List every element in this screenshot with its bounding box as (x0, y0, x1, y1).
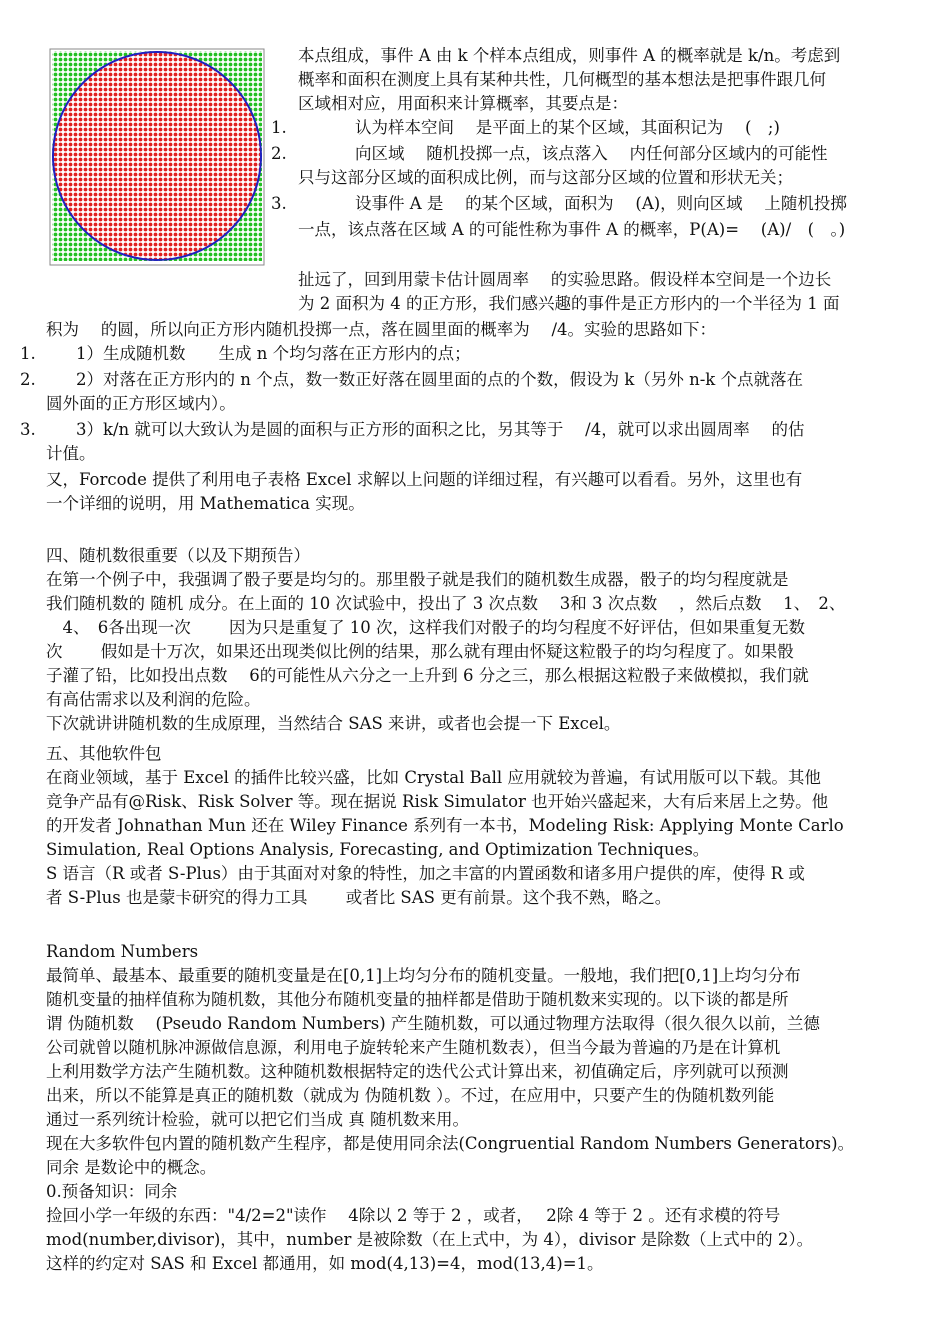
section-5-line: 竞争产品有@Risk、Risk Solver 等。现在据说 Risk Simulator 也开始兴盛起来，大有后来居上之势。他 (46, 792, 829, 811)
experiment-paragraph (298, 268, 839, 316)
experiment-full-line (46, 318, 716, 342)
section-5-line: 的开发者 Johnathan Mun 还在 Wiley Finance 系列有一本书，Modeling Risk: Applying Monte Carlo (46, 816, 844, 835)
random-numbers-line: 公司就曾以随机脉冲源做信息源，利用电子旋转轮来产生随机数表），但当今最为普遍的乃是在计算机 (46, 1038, 781, 1057)
random-numbers-line: 上利用数学方法产生随机数。这种随机数根据特定的迭代公式计算出来，初值确定后，序列就可以预测 (46, 1062, 789, 1081)
point-3-cont-line: 一点，该点落在区域 A 的可能性称为事件 A 的概率，P(A)= (A)/ ( 。) (298, 220, 846, 239)
point-2-continuation (298, 166, 793, 190)
step-line: 圆外面的正方形区域内）。 (46, 394, 236, 413)
point-1-line: 认为样本空间 是平面上的某个区域，其面积记为 ( ;) (355, 118, 780, 137)
experiment-line: 为 2 面积为 4 的正方形，我们感兴趣的事件是正方形内的一个半径为 1 面 (298, 294, 840, 313)
intro-line: 区域相对应，用面积来计算概率，其要点是： (298, 94, 628, 113)
step-2-continuation (46, 392, 236, 416)
step-line: 1）生成随机数 生成 n 个均匀落在正方形内的点； (76, 344, 471, 363)
section-5-line: S 语言（R 或者 S-Plus）由于其面对对象的特性，加之丰富的内置函数和诸多用户提供的库，使得 R 或 (46, 864, 805, 883)
random-numbers-title: Random Numbers (46, 942, 199, 961)
section-4-line: 我们随机数的 随机 成分。在上面的 10 次试验中，投出了 3 次点数 3和 3 次点数 ，然后点数 1、 2、 (46, 594, 846, 613)
point-2-number: 2. (271, 144, 287, 163)
random-numbers-line: 随机变量的抽样值称为随机数，其他分布随机变量的抽样都是借助于随机数来实现的。以下谈的都是所 (46, 990, 789, 1009)
intro-line: 概率和面积在测度上具有某种共性，几何概型的基本想法是把事件跟几何 (298, 70, 826, 89)
monte-carlo-figure (48, 47, 266, 267)
step-1-number: 1. (20, 344, 36, 363)
random-numbers-line: 最简单、最基本、最重要的随机变量是在[0,1]上均匀分布的随机变量。一般地，我们把[0,1]上均匀分布 (46, 966, 801, 985)
experiment-line: 积为 的圆，所以向正方形内随机投掷一点，落在圆里面的概率为 /4。实验的思路如下： (46, 320, 717, 339)
section-4-line: 4、 6各出现一次 因为只是重复了 10 次，这样我们对骰子的均匀程度不好评估，但如果重复无数 (46, 618, 805, 637)
random-numbers-line: 通过一系列统计检验，就可以把它们当成 真 随机数来用。 (46, 1110, 469, 1129)
section-4-body (46, 568, 845, 736)
section-5-body (46, 766, 844, 910)
point-1-number: 1. (271, 118, 287, 137)
section-4-line: 有高估需求以及利润的危险。 (46, 690, 261, 709)
random-numbers-line: 这样的约定对 SAS 和 Excel 都通用，如 mod(4,13)=4，mod(13,4)=1。 (46, 1254, 604, 1273)
step-2-text (76, 368, 803, 392)
section-4-line: 下次就讲讲随机数的生成原理，当然结合 SAS 来讲，或者也会提一下 Excel。 (46, 714, 621, 733)
point-3-number: 3. (271, 194, 287, 213)
step-line: 2）对落在正方形内的 n 个点，数一数正好落在圆里面的点的个数，假设为 k（另外 n-k 个点就落在 (76, 370, 804, 389)
section-4-line: 次 假如是十万次，如果还出现类似比例的结果，那么就有理由怀疑这粒骰子的均匀程度了。如果骰 (46, 642, 794, 661)
intro-line: 本点组成，事件 A 由 k 个样本点组成，则事件 A 的概率就是 k/n。考虑到 (298, 46, 841, 65)
section-4-title: 四、随机数很重要（以及下期预告） (46, 546, 310, 565)
section-5-line: Simulation, Real Options Analysis, Forecasting, and Optimization Techniques。 (46, 840, 710, 859)
step-line: 计值。 (46, 444, 96, 463)
point-2-cont-line: 只与这部分区域的面积成比例，而与这部分区域的位置和形状无关； (298, 168, 793, 187)
monte-carlo-svg (48, 47, 266, 267)
point-3-text (355, 192, 847, 216)
point-1-text (355, 116, 780, 140)
random-numbers-line: 现在大多软件包内置的随机数产生程序，都是使用同余法(Congruential Random Numbers Generators)。 (46, 1134, 855, 1153)
forcode-line: 一个详细的说明，用 Mathematica 实现。 (46, 494, 365, 513)
step-line: 3）k/n 就可以大致认为是圆的面积与正方形的面积之比，另其等于 /4，就可以求出圆周率 的估 (76, 420, 805, 439)
step-3-continuation (46, 442, 96, 466)
point-3-line: 设事件 A 是 的某个区域，面积为 (A)，则向区域 上随机投掷 (355, 194, 847, 213)
random-numbers-body (46, 964, 854, 1276)
section-5-line: 在商业领域，基于 Excel 的插件比较兴盛，比如 Crystal Ball 应用就较为普遍，有试用版可以下载。其他 (46, 768, 821, 787)
random-numbers-line: 捡回小学一年级的东西："4/2=2"读作 4除以 2 等于 2 ，或者， 2除 4 等于 2 。还有求模的符号 (46, 1206, 781, 1225)
forcode-line: 又，Forcode 提供了利用电子表格 Excel 求解以上问题的详细过程，有兴趣可以看看。另外，这里也有 (46, 470, 803, 489)
step-3-number: 3. (20, 420, 36, 439)
random-numbers-line: 出来，所以不能算是真正的随机数（就成为 伪随机数 ）。不过，在应用中，只要产生的伪随机数列能 (46, 1086, 775, 1105)
step-1-text (76, 342, 471, 366)
step-2-number: 2. (20, 370, 36, 389)
step-3-text (76, 418, 804, 442)
inscribed-circle (53, 52, 261, 260)
random-numbers-line: mod(number,divisor)，其中，number 是被除数（在上式中，为 4），divisor 是除数（上式中的 2）。 (46, 1230, 814, 1249)
point-2-line: 向区域 随机投掷一点，该点落入 内任何部分区域内的可能性 (355, 144, 828, 163)
section-5-line: 者 S-Plus 也是蒙卡研究的得力工具 或者比 SAS 更有前景。这个我不熟，略之。 (46, 888, 672, 907)
section-4-line: 子灌了铅，比如投出点数 6的可能性从六分之一上升到 6 分之三，那么根据这粒骰子来做模拟，我们就 (46, 666, 809, 685)
intro-paragraph (298, 44, 840, 116)
point-2-text (355, 142, 828, 166)
random-numbers-line: 0.预备知识：同余 (46, 1182, 178, 1201)
random-numbers-line: 谓 伪随机数 (Pseudo Random Numbers) 产生随机数，可以通过物理方法取得（很久很久以前，兰德 (46, 1014, 820, 1033)
section-4-line: 在第一个例子中，我强调了骰子要是均匀的。那里骰子就是我们的随机数生成器，骰子的均匀程度就是 (46, 570, 789, 589)
point-3-continuation (298, 218, 845, 242)
forcode-paragraph (46, 468, 802, 516)
section-5-title: 五、其他软件包 (46, 744, 162, 763)
random-numbers-line: 同余 是数论中的概念。 (46, 1158, 217, 1177)
experiment-line: 扯远了，回到用蒙卡估计圆周率 的实验思路。假设样本空间是一个边长 (298, 270, 832, 289)
